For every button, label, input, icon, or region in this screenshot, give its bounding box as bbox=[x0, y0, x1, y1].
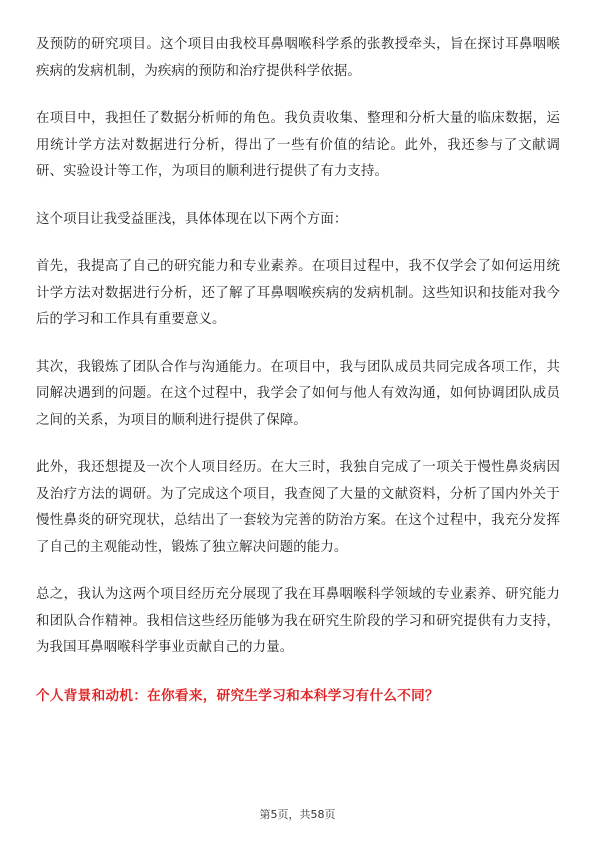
paragraph-benefits-intro: 这个项目让我受益匪浅，具体体现在以下两个方面： bbox=[36, 211, 348, 227]
page-number-footer: 第5页，共58页 bbox=[259, 808, 336, 821]
paragraph-conclusion: 总之，我认为这两个项目经历充分展现了我在耳鼻咽喉科学领域的专业素养、研究能力和团队合作精神。我相信这些经历能够为我在研究生阶段的学习和研究提供有力支持，为我国耳鼻咽喉科学事业贡献自己的力量。 bbox=[36, 587, 560, 655]
document-body bbox=[36, 32, 560, 709]
paragraph-research-ability: 首先，我提高了自己的研究能力和专业素养。在项目过程中，我不仅学会了如何运用统计学方法对数据进行分析，还了解了耳鼻咽喉疾病的发病机制。这些知识和技能对我今后的学习和工作具有重要意义。 bbox=[36, 259, 560, 327]
interview-question-heading: 个人背景和动机：在你看来，研究生学习和本科学习有什么不同？ bbox=[36, 687, 439, 704]
paragraph-teamwork: 其次，我锻炼了团队合作与沟通能力。在项目中，我与团队成员共同完成各项工作，共同解决遇到的问题。在这个过程中，我学会了如何与他人有效沟通，如何协调团队成员之间的关系，为项目的顺利进行提供了保障。 bbox=[36, 359, 560, 428]
paragraph-personal-project: 此外，我还想提及一次个人项目经历。在大三时，我独自完成了一项关于慢性鼻炎病因及治疗方法的调研。为了完成这个项目，我查阅了大量的文献资料，分析了国内外关于慢性鼻炎的研究现状，总结出了一套较为完善的防治方案。在这个过程中，我充分发挥了自己的主观能动性，锻炼了独立解决问题的能力。 bbox=[36, 460, 560, 555]
paragraph-role: 在项目中，我担任了数据分析师的角色。我负责收集、整理和分析大量的临床数据，运用统计学方法对数据进行分析，得出了一些有价值的结论。此外，我还参与了文献调研、实验设计等工作，为项目的顺利进行提供了有力支持。 bbox=[36, 111, 560, 179]
paragraph-project-intro: 及预防的研究项目。这个项目由我校耳鼻咽喉科学系的张教授牵头，旨在探讨耳鼻咽喉疾病的发病机制，为疾病的预防和治疗提供科学依据。 bbox=[36, 37, 560, 79]
